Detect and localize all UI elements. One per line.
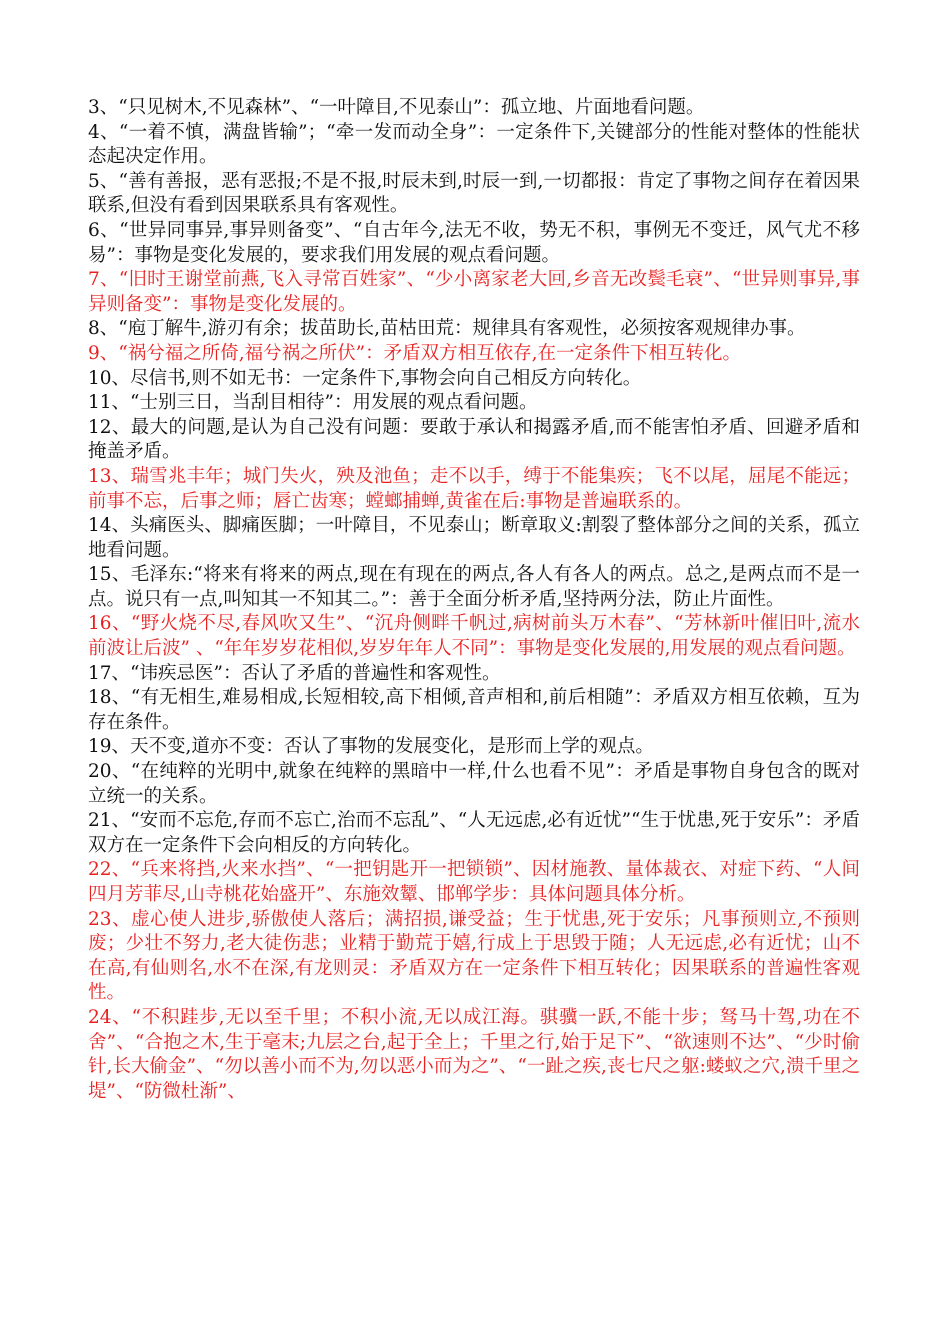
list-item: 5、“善有善报，恶有恶报;不是不报,时辰未到,时辰一到,一切都报：肯定了事物之间存在着因果联系,但没有看到因果联系具有客观性。 [88, 170, 860, 217]
list-item: 12、最大的问题,是认为自己没有问题：要敢于承认和揭露矛盾,而不能害怕矛盾、回避矛盾和掩盖矛盾。 [88, 416, 860, 463]
document-body [88, 96, 860, 1104]
list-item: 24、“不积跬步,无以至千里；不积小流,无以成江海。骐骥一跃,不能十步；驽马十驾,功在不舍”、“合抱之木,生于毫末;九层之台,起于全上；千里之行,始于足下”、“欲速则不达”、“少时偷针,长大偷金”、“勿以善小而不为,勿以恶小而为之”、“一趾之疾,丧七尺之躯:蝼蚁之穴,溃千里之堤”、“防微杜渐”、 [88, 1006, 860, 1102]
list-item: 4、“一着不慎，满盘皆输”；“牵一发而动全身”：一定条件下,关键部分的性能对整体的性能状态起决定作用。 [88, 121, 860, 168]
list-item: 22、“兵来将挡,火来水挡”、“一把钥匙开一把锁锁”、因材施教、量体裁衣、对症下药、“人间四月芳菲尽,山寺桃花始盛开”、东施效颦、邯郸学步：具体问题具体分析。 [88, 859, 860, 905]
list-item: 14、头痛医头、脚痛医脚；一叶障目，不见泰山；断章取义:割裂了整体部分之间的关系，孤立地看问题。 [88, 515, 860, 561]
list-item: 11、“士别三日，当刮目相待”：用发展的观点看问题。 [88, 392, 538, 414]
list-item: 3、“只见树木,不见森林”、“一叶障目,不见泰山”：孤立地、片面地看问题。 [88, 97, 705, 118]
list-item: 16、“野火烧不尽,春风吹又生”、“沉舟侧畔千帆过,病树前头万木春”、“芳林新叶催旧叶,流水前波让后波” 、“年年岁岁花相似,岁岁年年人不同”：事物是变化发展的,用发展的观点看问题。 [88, 613, 860, 660]
list-item: 17、“讳疾忌医”：否认了矛盾的普遍性和客观性。 [88, 662, 501, 684]
list-item: 15、毛泽东:“将来有将来的两点,现在有现在的两点,各人有各人的两点。总之,是两点而不是一点。说只有一点,叫知其一不知其二。”：善于全面分析矛盾,坚持两分法，防止片面性。 [88, 564, 860, 610]
list-item: 13、瑞雪兆丰年；城门失火，殃及池鱼；走不以手，缚于不能集疾；飞不以尾，屈尾不能远；前事不忘，后事之师；唇亡齿寒；螳螂捕蝉,黄雀在后:事物是普遍联系的。 [88, 465, 860, 512]
list-item: 18、“有无相生,难易相成,长短相较,高下相倾,音声相和,前后相随”：矛盾双方相互依赖，互为存在条件。 [88, 687, 860, 733]
list-item: 20、“在纯粹的光明中,就象在纯粹的黑暗中一样,什么也看不见”：矛盾是事物自身包含的既对立统一的关系。 [88, 761, 860, 807]
list-item: 21、“安而不忘危,存而不忘亡,治而不忘乱”、“人无远虑,必有近忧”“生于忧患,死于安乐”：矛盾双方在一定条件下会向相反的方向转化。 [88, 810, 860, 856]
list-item: 23、虚心使人进步,骄傲使人落后；满招损,谦受益；生于忧患,死于安乐；凡事预则立,不预则废；少壮不努力,老大徒伤悲；业精于勤荒于嬉,行成上于思毁于随；人无远虑,必有近忧；山不在高,有仙则名,水不在深,有龙则灵：矛盾双方在一定条件下相互转化；因果联系的普遍性客观性。 [88, 908, 860, 1004]
list-item: 6、“世异同事异,事异则备变”、“自古年今,法无不收，势无不积，事例无不变迁，风气尤不移易”：事物是变化发展的，要求我们用发展的观点看问题。 [88, 219, 860, 266]
list-item: 8、“庖丁解牛,游刃有余；拔苗助长,苗枯田荒：规律具有客观性，必须按客观规律办事。 [88, 318, 806, 340]
list-item: 10、尽信书,则不如无书：一定条件下,事物会向自己相反方向转化。 [88, 367, 642, 389]
list-item: 19、天不变,道亦不变：否认了事物的发展变化，是形而上学的观点。 [88, 736, 654, 758]
list-item: 7、“旧时王谢堂前燕,飞入寻常百姓家”、“少小离家老大回,乡音无改鬓毛衰”、“世异则事异,事异则备变”：事物是变化发展的。 [88, 269, 860, 315]
list-item: 9、“祸兮福之所倚,福兮祸之所伏”：矛盾双方相互依存,在一定条件下相互转化。 [88, 342, 741, 364]
